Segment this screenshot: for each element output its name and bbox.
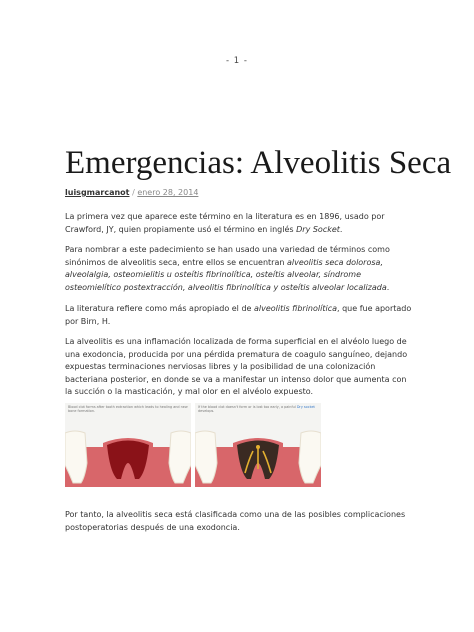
dry-socket-illustration bbox=[65, 403, 321, 487]
paragraph-preferred-term: La literatura refiere como más apropiado el de alveolitis fibrinolítica, que fue aportado por Birn, H. bbox=[65, 304, 412, 326]
paragraph-synonyms: Para nombrar a este padecimiento se han usado una variedad de términos como sinónimos de alveolitis seca, entre ellos se encuentran alveolitis seca dolorosa, alveolalgia, osteomielitis u osteítis fibrinolítica, osteítis alveolar, síndrome osteomielítico postextracción, alveolitis fibrinolítica y osteítis alveolar localizada. bbox=[65, 245, 390, 292]
tooth-with-clot-image bbox=[65, 403, 191, 487]
byline bbox=[65, 188, 198, 197]
paragraph-definition: La alveolitis es una inflamación localizada de forma superficial en el alvéolo luego de una exodoncia, producida por una pérdida prematura de coagulo sanguíneo, dejando expuestas terminaciones nerviosas libres y la posibilidad de una colonización bacteriana posterior, en donde se va a manifestar un intenso dolor que aumenta con la succión o la masticación, y mal olor en el alvéolo expuesto. bbox=[65, 337, 408, 396]
healing-socket-panel bbox=[65, 403, 191, 487]
paragraph-history: La primera vez que aparece este término en la literatura es en 1896, usado por Crawford, JY, quien propiamente usó el término en inglés Dry Socket. bbox=[65, 212, 385, 234]
date-link[interactable]: enero 28, 2014 bbox=[137, 188, 199, 197]
paragraph-conclusion: Por tanto, la alveolitis seca está clasificada como una de las posibles complicaciones postoperatorias después de una exodoncia. bbox=[65, 510, 406, 532]
page-number: - 1 - bbox=[226, 56, 248, 66]
author-link[interactable]: luisgmarcanot bbox=[65, 188, 130, 197]
dry-socket-image bbox=[195, 403, 321, 487]
healing-caption: Blood clot forms after tooth extraction which leads to healing and new bone formation. bbox=[68, 405, 188, 413]
dry-socket-caption: If the blood clot doesn't form or is lost too early, a painful Dry socket develops. bbox=[198, 405, 315, 413]
byline-separator: / bbox=[132, 188, 135, 197]
article-title: Emergencias: Alveolitis Seca bbox=[65, 145, 452, 181]
dry-socket-panel bbox=[195, 403, 321, 487]
